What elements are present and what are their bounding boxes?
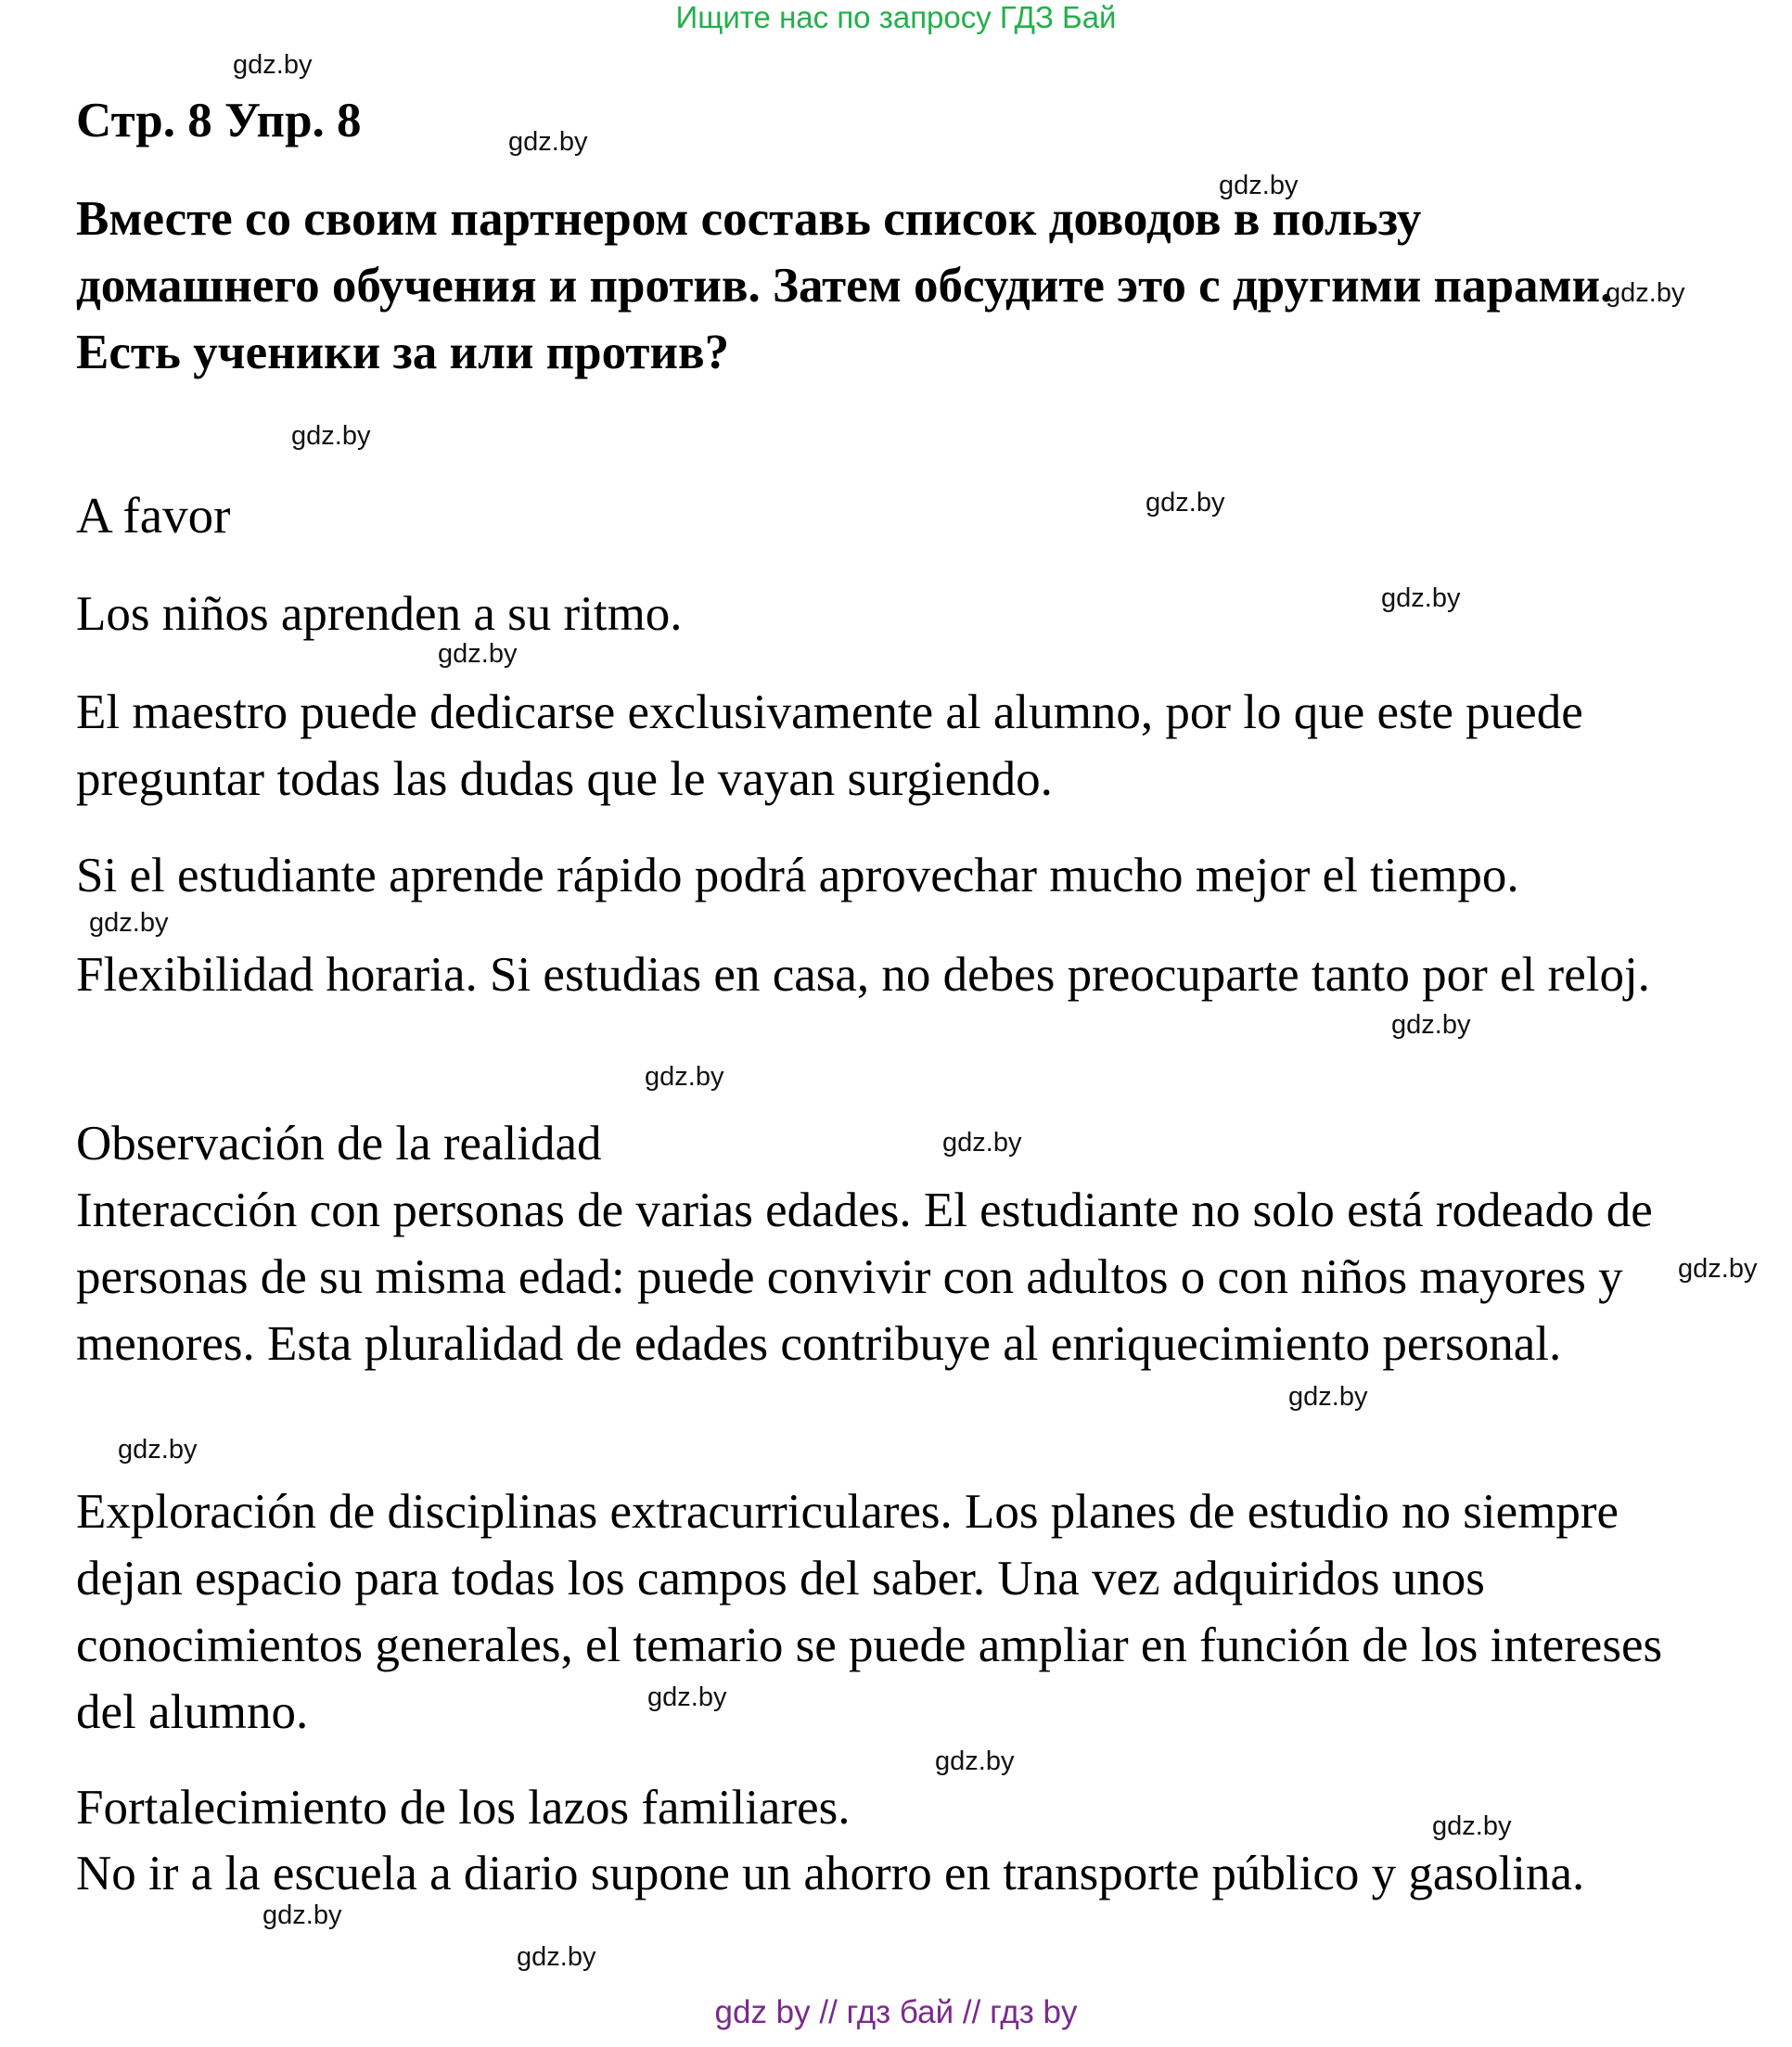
watermark-text: gdz.by: [1381, 583, 1461, 613]
paragraph-4: Flexibilidad horaria. Si estudias en casa, no debes preocuparte tanto por el reloj.: [76, 948, 1650, 1002]
footer-links: gdz by // гдз бай // гдз by: [714, 1994, 1078, 2030]
task-description: Вместе со своим партнером составь список доводов в пользу домашнего обучения и против. Затем обсудите это с другими парами. Есть ученики за или против?: [76, 192, 1613, 379]
watermark-text: gdz.by: [508, 127, 588, 157]
watermark-text: gdz.by: [935, 1746, 1015, 1776]
paragraph-3: Si el estudiante aprende rápido podrá aprovechar mucho mejor el tiempo.: [76, 849, 1519, 902]
paragraph-2: El maestro puede dedicarse exclusivamente al alumno, por lo que este puede preguntar todas las dudas que le vayan surgiendo.: [76, 685, 1583, 806]
paragraph-1: Los niños aprenden a su ritmo.: [76, 587, 683, 641]
watermark-text: gdz.by: [645, 1062, 724, 1092]
paragraph-9: No ir a la escuela a diario supone un ahorro en transporte público y gasolina.: [76, 1847, 1585, 1900]
watermark-text: gdz.by: [1391, 1010, 1471, 1040]
paragraph-6: Interacción con personas de varias edades. El estudiante no solo está rodeado de personas de su misma edad: puede convivir con adultos o con niños mayores y menores. Esta pluralidad de edades contribuye al enriquecimiento personal.: [76, 1183, 1653, 1371]
watermark-text: gdz.by: [89, 908, 169, 938]
watermark-text: gdz.by: [1219, 171, 1299, 200]
watermark-text: gdz.by: [647, 1682, 727, 1712]
paragraph-8: Fortalecimiento de los lazos familiares.: [76, 1781, 851, 1835]
watermark-text: gdz.by: [517, 1942, 596, 1972]
watermark-text: gdz.by: [291, 421, 371, 451]
header-banner: Ищите нас по запросу ГДЗ Бай: [675, 0, 1117, 34]
watermark-text: gdz.by: [438, 639, 518, 669]
watermark-text: gdz.by: [262, 1900, 342, 1930]
watermark-text: gdz.by: [942, 1128, 1022, 1158]
paragraph-5: Observación de la realidad: [76, 1117, 602, 1171]
watermark-text: gdz.by: [1606, 278, 1685, 308]
watermark-text: gdz.by: [1432, 1811, 1512, 1841]
watermark-text: gdz.by: [1678, 1254, 1758, 1284]
watermark-text: gdz.by: [1288, 1382, 1368, 1412]
watermark-text: gdz.by: [233, 50, 313, 80]
watermark-text: gdz.by: [1146, 488, 1225, 518]
page-title: Стр. 8 Упр. 8: [76, 94, 362, 147]
paragraph-7: Exploración de disciplinas extracurriculares. Los planes de estudio no siempre dejan espacio para todas los campos del saber. Una vez adquiridos unos conocimientos generales, el temario se puede ampliar en función de los intereses del alumno.: [76, 1485, 1663, 1739]
watermark-text: gdz.by: [118, 1435, 198, 1465]
section-heading-a-favor: A favor: [76, 487, 231, 544]
